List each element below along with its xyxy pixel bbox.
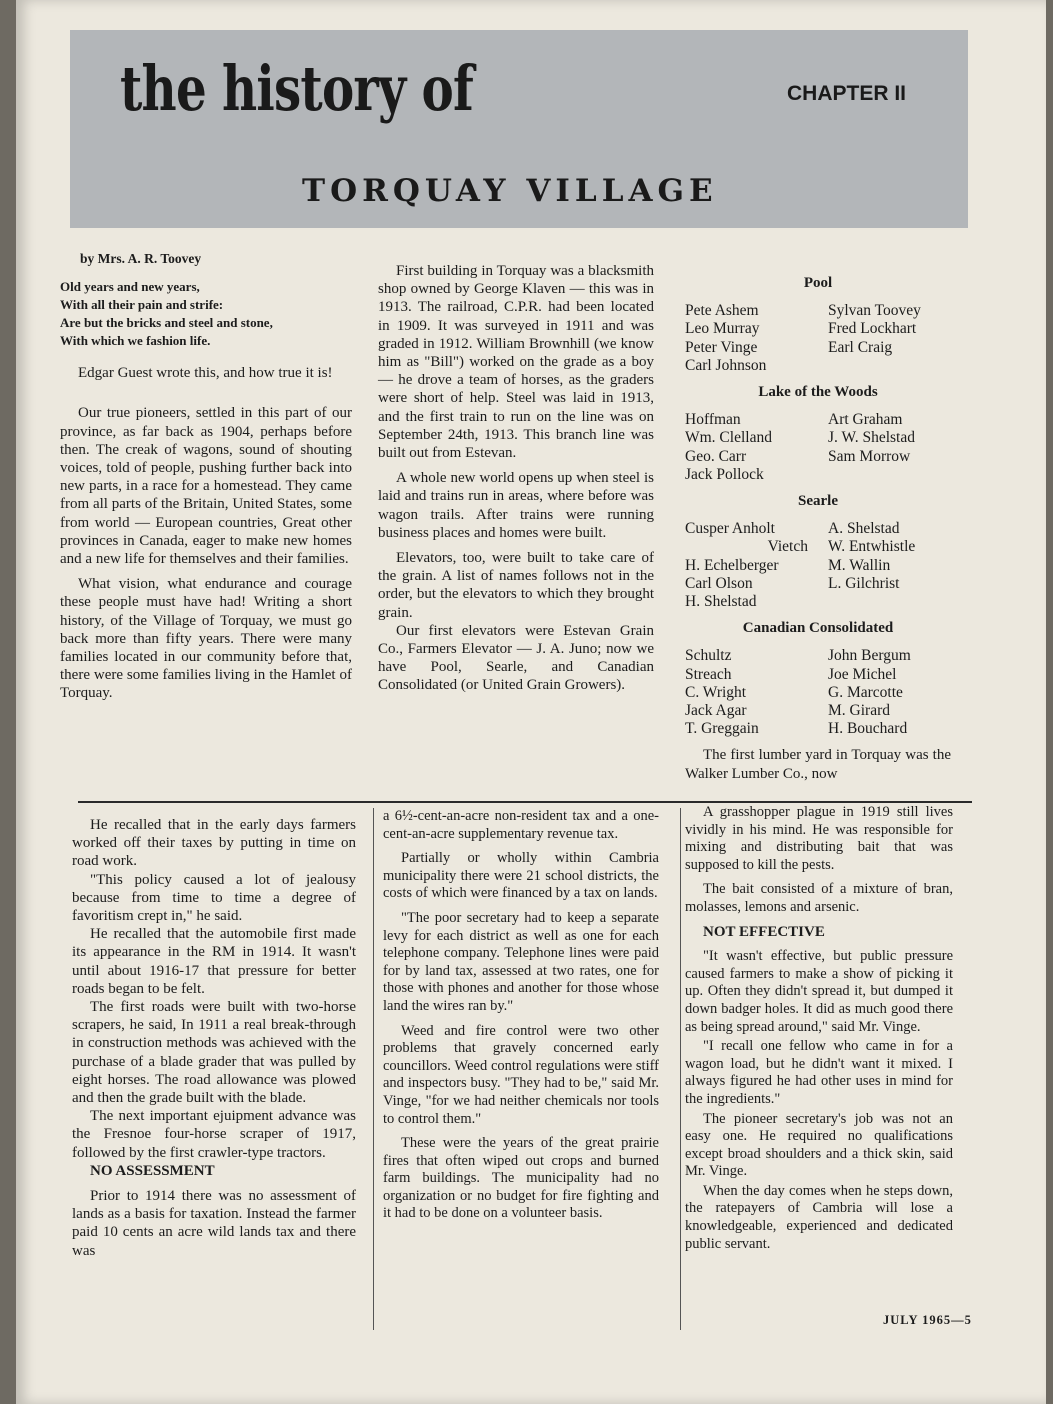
name: Peter Vinge: [685, 338, 758, 356]
group-heading-lake-of-the-woods: Lake of the Woods: [758, 384, 878, 401]
name: Joe Michel: [828, 665, 897, 683]
top-column-1: [60, 250, 352, 710]
column-divider: [373, 808, 374, 1330]
chapter-label: CHAPTER II: [786, 82, 906, 105]
subhead-no-assessment: NO ASSESSMENT: [90, 1162, 215, 1179]
title-banner: [70, 30, 968, 228]
name: Leo Murray: [685, 320, 760, 338]
name: Carl Johnson: [685, 356, 767, 374]
horizontal-divider: [78, 801, 972, 803]
name: Geo. Carr: [685, 447, 747, 465]
byline: by Mrs. A. R. Toovey: [80, 251, 202, 266]
group-heading-searle: Searle: [798, 493, 838, 510]
group-heading-pool: Pool: [803, 275, 833, 291]
group-names-lake-of-the-woods: [685, 411, 951, 484]
paragraph: The next important ejuipment advance was the Fresnoe four-horse scraper of 1917, followed by the first crawler-type tractors.: [72, 1108, 356, 1161]
poem-line: With all their pain and strife:: [60, 297, 224, 313]
paragraph: Prior to 1914 there was no assessment of lands as a basis for taxation. Instead the farmer paid 10 cents an acre wild lands tax and there was: [72, 1188, 356, 1259]
paragraph: Partially or wholly within Cambria municipality there were 21 school districts, the costs of which were financed by a tax on lands.: [383, 850, 659, 902]
name: Art Graham: [828, 411, 903, 429]
paragraph: The first lumber yard in Torquay was the Walker Lumber Co., now: [685, 747, 951, 782]
name: Sam Morrow: [828, 447, 911, 465]
paragraph: "I recall one fellow who came in for a wagon load, but he didn't want it mixed. I always figured he had other uses in mind for the ingredients.": [685, 1038, 953, 1107]
name: L. Gilchrist: [828, 574, 900, 592]
group-names-searle: [685, 520, 951, 611]
paragraph: When the day comes when he steps down, the ratepayers of Cambria will lose a knowledgeable, experienced and dedicated public servant.: [685, 1182, 953, 1252]
poem: [60, 278, 352, 350]
name: Hoffman: [685, 411, 741, 429]
top-column-3: [685, 266, 951, 790]
name: Earl Craig: [828, 338, 893, 356]
bottom-column-3: [685, 804, 953, 1260]
paragraph: He recalled that in the early days farmers worked off their taxes by putting in time on road work.: [72, 817, 356, 870]
column-divider: [680, 808, 681, 1330]
paragraph: He recalled that the automobile first made its appearance in the RM in 1914. It wasn't until about 1916-17 that pressure for better roads began to be felt.: [72, 926, 356, 997]
name: H. Bouchard: [828, 720, 908, 738]
subhead-not-effective: NOT EFFECTIVE: [703, 923, 825, 940]
group-heading-canadian-consolidated: Canadian Consolidated: [742, 620, 894, 637]
page-folio: JULY 1965—5: [883, 1313, 972, 1327]
name: T. Greggain: [685, 720, 759, 738]
name: John Bergum: [828, 647, 911, 665]
paragraph: The bait consisted of a mixture of bran, molasses, lemons and arsenic.: [685, 881, 953, 915]
bottom-column-2: [383, 808, 659, 1230]
name: H. Shelstad: [685, 593, 757, 611]
paragraph: "It wasn't effective, but public pressure caused farmers to make a show of picking it up. Often they didn't spread it, but dumped it down badger holes. It did as much good there as being spread around," said Mr. Vinge.: [685, 948, 953, 1035]
title-line-1: the history of: [120, 52, 474, 125]
name: M. Girard: [828, 702, 890, 720]
paragraph: The first roads were built with two-horse scrapers, he said, In 1911 a real break-through in construction methods was achieved with the purchase of a blade grader that was pulled by eight horses. The road allowance was plowed and then the grade built with the blade.: [72, 999, 356, 1107]
paragraph: Elevators, too, were built to take care of the grain. A list of names follows not in the order, but the elevators to which they brought grain.: [378, 550, 654, 621]
name: Pete Ashem: [685, 302, 759, 320]
name: Fred Lockhart: [828, 320, 917, 338]
top-column-2: [378, 262, 654, 702]
title-line-2: TORQUAY VILLAGE: [302, 173, 718, 209]
paragraph: First building in Torquay was a blacksmith shop owned by George Klaven — this was in 1913. The railroad, C.P.R. had been located in 1909. It was surveyed in 1911 and was graded in 1912. William Brownhill (we know him as "Bill") worked on the grade as a boy — he drove a team of horses, as the graders were short of help. Steel was laid in 1913, and the first train to run on the line was on September 24th, 1913. This branch line was built out from Estevan.: [378, 263, 654, 462]
name: Jack Agar: [685, 702, 747, 720]
paragraph: A grasshopper plague in 1919 still lives vividly in his mind. He was responsible for mixing and distributing bait that was supposed to kill the pests.: [685, 804, 953, 873]
paragraph: a 6½-cent-an-acre non-resident tax and a one-cent-an-acre supplementary revenue tax.: [383, 808, 659, 842]
name: Schultz: [685, 647, 732, 665]
name: M. Wallin: [828, 556, 891, 574]
paragraph: "The poor secretary had to keep a separate levy for each district as well as one for each telephone company. Telephone lines were paid for by land tax, assessed at two rates, one for those with phones and another for those whose land the wires ran by.": [383, 909, 659, 1014]
name: J. W. Shelstad: [828, 429, 915, 447]
magazine-page: [16, 0, 1046, 1404]
poem-line: Are but the bricks and steel and stone,: [60, 315, 273, 331]
poem-line: With which we fashion life.: [60, 333, 211, 349]
paragraph: What vision, what endurance and courage these people must have had! Writing a short history, of the Village of Torquay, we must go back more than fifty years. There were many families located in our community before that, there were some families living in the Hamlet of Torquay.: [60, 576, 352, 702]
group-names-canadian-consolidated: [685, 647, 951, 738]
paragraph: These were the years of the great prairie fires that often wiped out crops and burned farm buildings. The municipality had no organization or no budget for fire fighting and it had to be done on a volunteer basis.: [383, 1135, 659, 1222]
name: C. Wright: [685, 683, 747, 701]
name: A. Shelstad: [828, 520, 900, 538]
name: G. Marcotte: [828, 683, 903, 701]
poem-line: Old years and new years,: [60, 279, 200, 295]
paragraph: Weed and fire control were two other problems that gravely concerned early councillors. Weed control regulations were stiff and inspectors busy. "They had to be," said Mr. Vinge, "for we had neither chemicals nor tools to control them.": [383, 1022, 659, 1127]
name: Carl Olson: [685, 574, 753, 592]
name: Streach: [685, 665, 732, 683]
group-names-pool: [685, 302, 951, 375]
paragraph: Our first elevators were Estevan Grain Co., Farmers Elevator — J. A. Juno; now we have Pool, Searle, and Canadian Consolidated (or United Grain Growers).: [378, 622, 654, 694]
name: Wm. Clelland: [685, 429, 772, 447]
bottom-column-1: [72, 816, 356, 1267]
paragraph: Our true pioneers, settled in this part of our province, as far back as 1904, perhaps before then. The creak of wagons, sound of shouting voices, told of people, pushing further back into new parts, in a race for a homestead. They came from all parts of the Britain, United States, some from world — European countries, Great other provinces in Canada, eager to make new homes and a new life for themselves and their families.: [60, 405, 352, 568]
name: W. Entwhistle: [828, 538, 916, 556]
name: Vietch: [767, 538, 808, 556]
paragraph: "This policy caused a lot of jealousy because from time to time a degree of favoritism crept in," he said.: [72, 871, 356, 925]
paragraph: The pioneer secretary's job was not an easy one. He required no qualifications except broad shoulders and a thick skin, said Mr. Vinge.: [685, 1110, 953, 1180]
paragraph: Edgar Guest wrote this, and how true it is!: [78, 365, 333, 382]
paragraph: A whole new world opens up when steel is laid and trains run in areas, where before was wagon trails. After trains were running business places and homes were built.: [378, 470, 654, 541]
name: Sylvan Toovey: [828, 302, 921, 320]
name: H. Echelberger: [685, 556, 779, 574]
name: Cusper Anholt: [685, 520, 775, 538]
name: Jack Pollock: [685, 465, 764, 483]
